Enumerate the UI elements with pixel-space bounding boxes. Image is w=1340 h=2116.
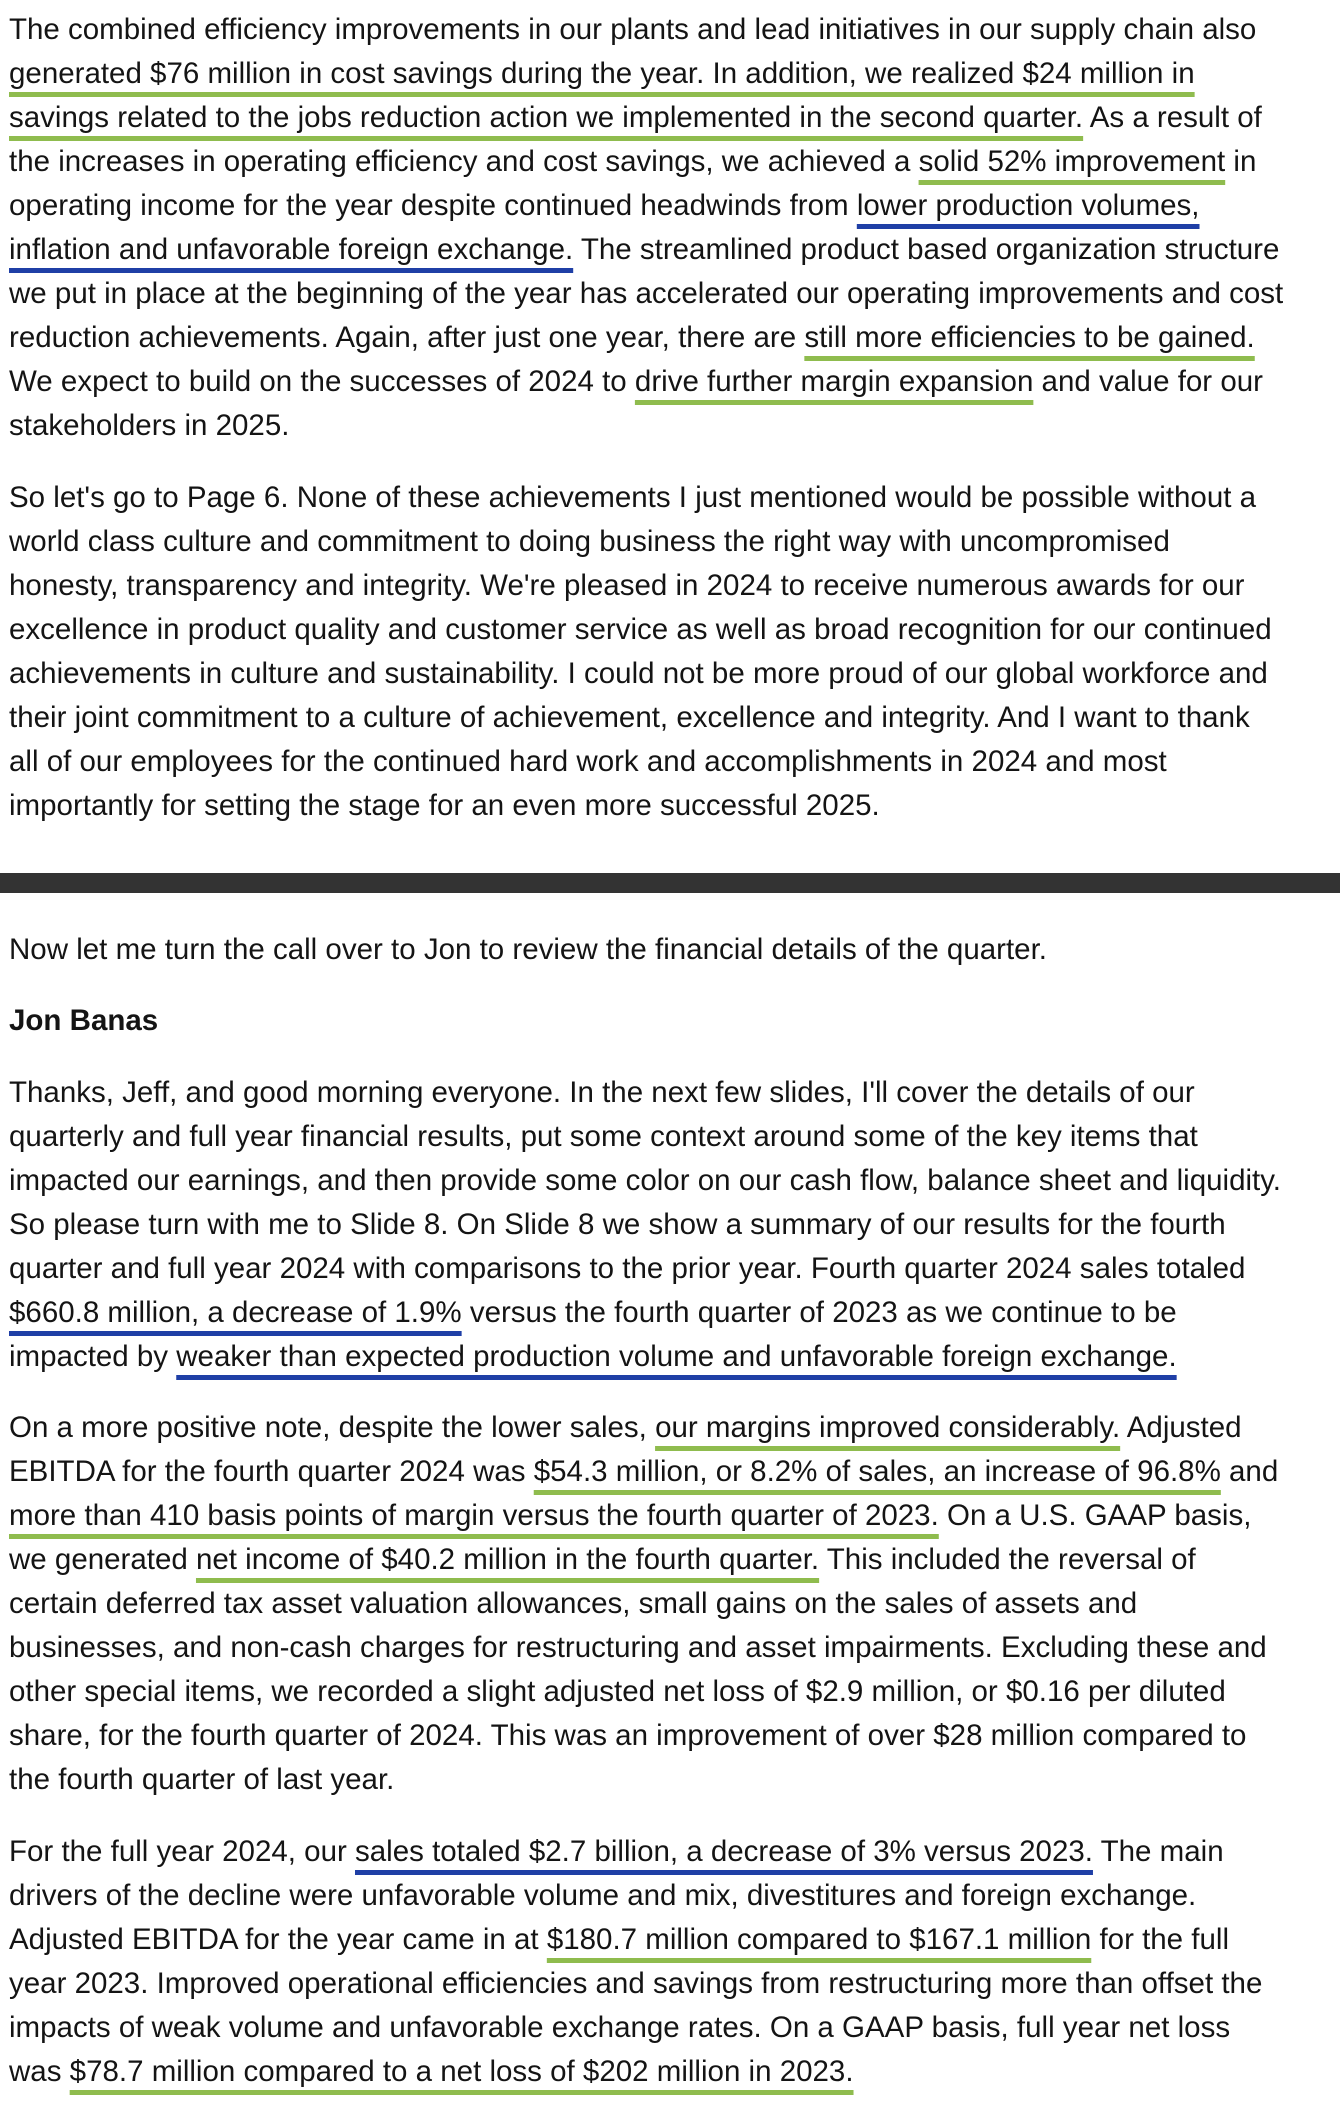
- speaker-name: Jon Banas: [9, 1004, 159, 1037]
- highlight-green: our margins improved considerably.: [655, 1411, 1121, 1444]
- text-span: the increases in operating efficiency and cost savings, we achieved a: [9, 145, 919, 178]
- highlight-green: $54.3 million, or 8.2% of sales, an increase of 96.8%: [533, 1455, 1221, 1488]
- highlight-green: solid 52% improvement: [918, 145, 1226, 178]
- paragraph-2: [9, 476, 1337, 828]
- text-line: stakeholders in 2025.: [9, 409, 290, 442]
- highlight-green: $78.7 million compared to a net loss of $202 million in 2023.: [69, 2055, 854, 2088]
- text-span: The main: [1092, 1835, 1224, 1868]
- highlight-blue: $660.8 million, a decrease of 1.9%: [9, 1296, 462, 1329]
- text-line: [9, 96, 1337, 140]
- text-line: [9, 1291, 1337, 1335]
- text-line: all of our employees for the continued hard work and accomplishments in 2024 and most: [9, 745, 1167, 778]
- text-line: Thanks, Jeff, and good morning everyone. In the next few slides, I'll cover the details of our: [9, 1076, 1195, 1109]
- text-line: [9, 52, 1337, 96]
- text-span: impacted by: [9, 1340, 177, 1373]
- text-line: honesty, transparency and integrity. We're pleased in 2024 to receive numerous awards for our: [9, 569, 1245, 602]
- text-span: Adjusted: [1120, 1411, 1242, 1444]
- text-line: [9, 140, 1337, 184]
- highlight-green: net income of $40.2 million in the fourth quarter.: [195, 1543, 820, 1576]
- text-line: [9, 1335, 1337, 1379]
- text-span: The streamlined product based organization structure: [573, 233, 1280, 266]
- highlight-blue: weaker than expected production volume and unfavorable foreign exchange.: [176, 1340, 1177, 1373]
- highlight-blue: sales totaled $2.7 billion, a decrease of 3% versus 2023.: [355, 1835, 1093, 1868]
- text-span: was: [9, 2055, 70, 2088]
- text-line: year 2023. Improved operational efficiencies and savings from restructuring more than offset the: [9, 1967, 1263, 2000]
- text-span: in: [1225, 145, 1257, 178]
- text-span: for the full: [1091, 1923, 1229, 1956]
- text-span: We expect to build on the successes of 2024 to: [9, 365, 635, 398]
- text-span: reduction achievements. Again, after just one year, there are: [9, 321, 805, 354]
- text-line: [9, 316, 1337, 360]
- text-line: we put in place at the beginning of the year has accelerated our operating improvements and cost: [9, 277, 1284, 310]
- text-span: EBITDA for the fourth quarter 2024 was: [9, 1455, 534, 1488]
- text-line: certain deferred tax asset valuation allowances, small gains on the sales of assets and: [9, 1587, 1138, 1620]
- text-line: share, for the fourth quarter of 2024. This was an improvement of over $28 million compared to: [9, 1719, 1247, 1752]
- text-span: This included the reversal of: [819, 1543, 1196, 1576]
- text-line: [9, 1830, 1337, 1874]
- text-line: [9, 1538, 1337, 1582]
- text-line: [9, 1406, 1337, 1450]
- text-line: impacts of weak volume and unfavorable exchange rates. On a GAAP basis, full year net loss: [9, 2011, 1231, 2044]
- text-line: world class culture and commitment to doing business the right way with uncompromised: [9, 525, 1170, 558]
- text-span: On a U.S. GAAP basis,: [938, 1499, 1252, 1532]
- text-line: quarter and full year 2024 with comparisons to the prior year. Fourth quarter 2024 sales totaled: [9, 1252, 1246, 1285]
- section-divider: [0, 873, 1340, 893]
- text-line: excellence in product quality and customer service as well as broad recognition for our continued: [9, 613, 1272, 646]
- text-line: [9, 184, 1337, 228]
- text-span: As a result of: [1083, 101, 1262, 134]
- highlight-blue: inflation and unfavorable foreign exchange.: [9, 233, 574, 266]
- paragraph-5: [9, 1406, 1337, 1802]
- text-span: we generated: [9, 1543, 196, 1576]
- text-line: the fourth quarter of last year.: [9, 1763, 395, 1796]
- highlight-blue: lower production volumes,: [856, 189, 1200, 222]
- text-line: [9, 228, 1337, 272]
- text-line: achievements in culture and sustainability. I could not be more proud of our global workforce and: [9, 657, 1268, 690]
- text-line: [9, 1918, 1337, 1962]
- highlight-green: $180.7 million compared to $167.1 million: [546, 1923, 1092, 1956]
- text-line: So let's go to Page 6. None of these achievements I just mentioned would be possible without a: [9, 481, 1257, 514]
- text-span: operating income for the year despite continued headwinds from: [9, 189, 857, 222]
- highlight-green: more than 410 basis points of margin versus the fourth quarter of 2023.: [9, 1499, 939, 1532]
- text-span: versus the fourth quarter of 2023 as we continue to be: [461, 1296, 1177, 1329]
- text-span: On a more positive note, despite the lower sales,: [9, 1411, 656, 1444]
- highlight-green: savings related to the jobs reduction action we implemented in the second quarter.: [9, 101, 1084, 134]
- text-span: and: [1220, 1455, 1279, 1488]
- text-line: quarterly and full year financial results, put some context around some of the key items that: [9, 1120, 1198, 1153]
- text-line: The combined efficiency improvements in our plants and lead initiatives in our supply chain also: [9, 13, 1257, 46]
- paragraph-1: [9, 8, 1337, 448]
- text-line: importantly for setting the stage for an even more successful 2025.: [9, 789, 880, 822]
- text-span: and value for our: [1033, 365, 1263, 398]
- highlight-green: still more efficiencies to be gained.: [804, 321, 1255, 354]
- text-line: businesses, and non-cash charges for restructuring and asset impairments. Excluding these and: [9, 1631, 1267, 1664]
- text-line: [9, 1450, 1337, 1494]
- text-span: Adjusted EBITDA for the year came in at: [9, 1923, 547, 1956]
- text-line: Now let me turn the call over to Jon to review the financial details of the quarter.: [9, 933, 1047, 966]
- highlight-green: generated $76 million in cost savings during the year. In addition, we realized $24 million in: [9, 57, 1195, 90]
- paragraph-6: [9, 1830, 1337, 2094]
- text-line: other special items, we recorded a slight adjusted net loss of $2.9 million, or $0.16 per diluted: [9, 1675, 1226, 1708]
- paragraph-4: [9, 1071, 1337, 1379]
- text-line: impacted our earnings, and then provide some color on our cash flow, balance sheet and liquidity.: [9, 1164, 1282, 1197]
- text-span: For the full year 2024, our: [9, 1835, 355, 1868]
- text-line: drivers of the decline were unfavorable volume and mix, divestitures and foreign exchange.: [9, 1879, 1197, 1912]
- text-line: their joint commitment to a culture of achievement, excellence and integrity. And I want to thank: [9, 701, 1250, 734]
- highlight-green: drive further margin expansion: [634, 365, 1034, 398]
- paragraph-3: [9, 928, 1337, 972]
- text-line: So please turn with me to Slide 8. On Slide 8 we show a summary of our results for the fourth: [9, 1208, 1226, 1241]
- text-line: [9, 360, 1337, 404]
- text-line: [9, 2050, 1337, 2094]
- text-line: [9, 1494, 1337, 1538]
